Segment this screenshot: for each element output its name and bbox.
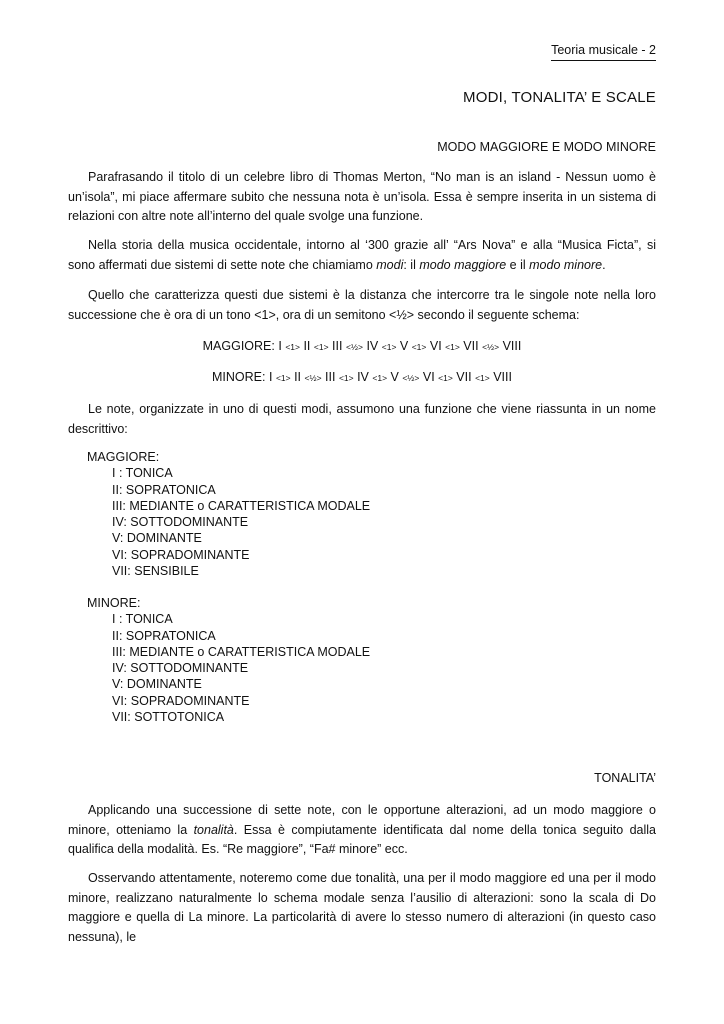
text-run: Nella storia della musica occidentale, intorno al ‘300 grazie all’ “Ars Nova” e alla “Musica Ficta”, si sono affermati due sistemi di sette note che chiamiamo: [68, 238, 656, 272]
text-run: .: [602, 257, 606, 272]
step: <½>: [402, 373, 420, 383]
paragraph-relative-keys: Osservando attentamente, noteremo come due tonalità, una per il modo maggiore ed una per il modo minore, realizzano naturalmente lo schema modale senza l’ausilio di alterazioni: sono la scala di Do maggiore e quella di La minore. La particolarità di avere lo stesso numero di alterazioni (in questo caso nessuna), le: [68, 871, 656, 944]
text-run: Applicando una successione di sette note, con le opportune alterazioni, ad un modo maggiore o minore, otteniamo la: [68, 803, 656, 837]
step: <1>: [338, 373, 354, 383]
step: <1>: [285, 342, 300, 352]
step: <1>: [313, 342, 329, 352]
note: VIII: [502, 339, 522, 353]
text-run: e il: [506, 257, 530, 272]
note: VI: [429, 339, 442, 353]
list-item: IV: SOTTODOMINANTE: [112, 515, 249, 530]
minor-scale-schema: [68, 370, 656, 384]
emphasis-modi: modi: [376, 257, 404, 272]
note: VII: [456, 370, 472, 384]
note: VIII: [493, 370, 512, 384]
list-item: VII: SENSIBILE: [112, 564, 199, 579]
paragraph-tonality: [68, 801, 656, 860]
list-item: III: MEDIANTE o CARATTERISTICA MODALE: [112, 498, 371, 513]
list-item: I : TONICA: [112, 466, 173, 481]
list-item: II: SOPRATONICA: [112, 482, 216, 497]
paragraph-functions: Le note, organizzate in uno di questi modi, assumono una funzione che viene riassunta in un nome descrittivo:: [68, 402, 656, 436]
step: <½>: [482, 342, 500, 352]
note: VII: [463, 339, 479, 353]
text-run: . Essa è compiutamente identificata dal nome della tonica seguito dalla qualifica della modalità. Es. “Re maggiore”, “Fa# minore” ecc.: [68, 822, 656, 856]
note: III: [325, 370, 336, 384]
list-item: II: SOPRATONICA: [112, 628, 216, 643]
major-scale-schema: [68, 339, 656, 353]
step: <½>: [304, 373, 322, 383]
paragraph-intro: Parafrasando il titolo di un celebre libro di Thomas Merton, “No man is an island - Nessun uomo è un’isola”, mi piace affermare subito che nessuna nota è un’isola. Essa è sempre inserita in un sistema di relazioni con altre note all’interno del quale svolge una funzione.: [68, 170, 656, 223]
note: II: [294, 370, 302, 384]
paragraph-intervals: Quello che caratterizza questi due sistemi è la distanza che intercorre tra le singole note nella loro successione che è ora di un tono <1>, ora di un semitono <½> secondo il seguente schema:: [68, 288, 656, 322]
list-item: I : TONICA: [112, 612, 173, 627]
note: II: [303, 339, 311, 353]
list-item: V: DOMINANTE: [112, 677, 202, 692]
section-heading-tonality: TONALITA’: [594, 771, 656, 785]
schema-label: MINORE:: [212, 370, 269, 384]
list-item: VI: SOPRADOMINANTE: [112, 547, 250, 562]
running-header: Teoria musicale - 2: [551, 43, 656, 61]
step: <1>: [475, 373, 490, 383]
step: <1>: [411, 342, 427, 352]
note: I: [268, 370, 273, 384]
note: IV: [357, 370, 369, 384]
page-title: MODI, TONALITA’ E SCALE: [463, 89, 656, 106]
step: <½>: [345, 342, 363, 352]
section-heading-modes: MODO MAGGIORE E MODO MINORE: [437, 140, 656, 154]
schema-label: MAGGIORE:: [202, 339, 279, 353]
list-item: III: MEDIANTE o CARATTERISTICA MODALE: [112, 644, 371, 659]
note: VI: [422, 370, 435, 384]
step: <1>: [438, 373, 453, 383]
list-item: VI: SOPRADOMINANTE: [112, 693, 250, 708]
note: IV: [366, 339, 379, 353]
emphasis-minor-mode: modo minore: [529, 257, 603, 272]
note: V: [390, 370, 399, 384]
list-heading: MINORE:: [87, 596, 141, 610]
step: <1>: [372, 373, 388, 383]
paragraph-history: [68, 236, 656, 275]
emphasis-tonalita: tonalità: [193, 822, 234, 837]
step: <1>: [275, 373, 291, 383]
note: V: [399, 339, 409, 353]
list-item: IV: SOTTODOMINANTE: [112, 661, 249, 676]
note: I: [278, 339, 282, 353]
list-item: VII: SOTTOTONICA: [112, 710, 225, 725]
emphasis-major-mode: modo maggiore: [419, 257, 507, 272]
note: III: [332, 339, 343, 353]
step: <1>: [445, 342, 460, 352]
step: <1>: [381, 342, 397, 352]
minor-functions-list: [87, 595, 370, 725]
list-item: V: DOMINANTE: [112, 531, 202, 546]
text-run: : il: [403, 257, 420, 272]
list-heading: MAGGIORE:: [87, 450, 160, 464]
major-functions-list: [87, 449, 370, 579]
